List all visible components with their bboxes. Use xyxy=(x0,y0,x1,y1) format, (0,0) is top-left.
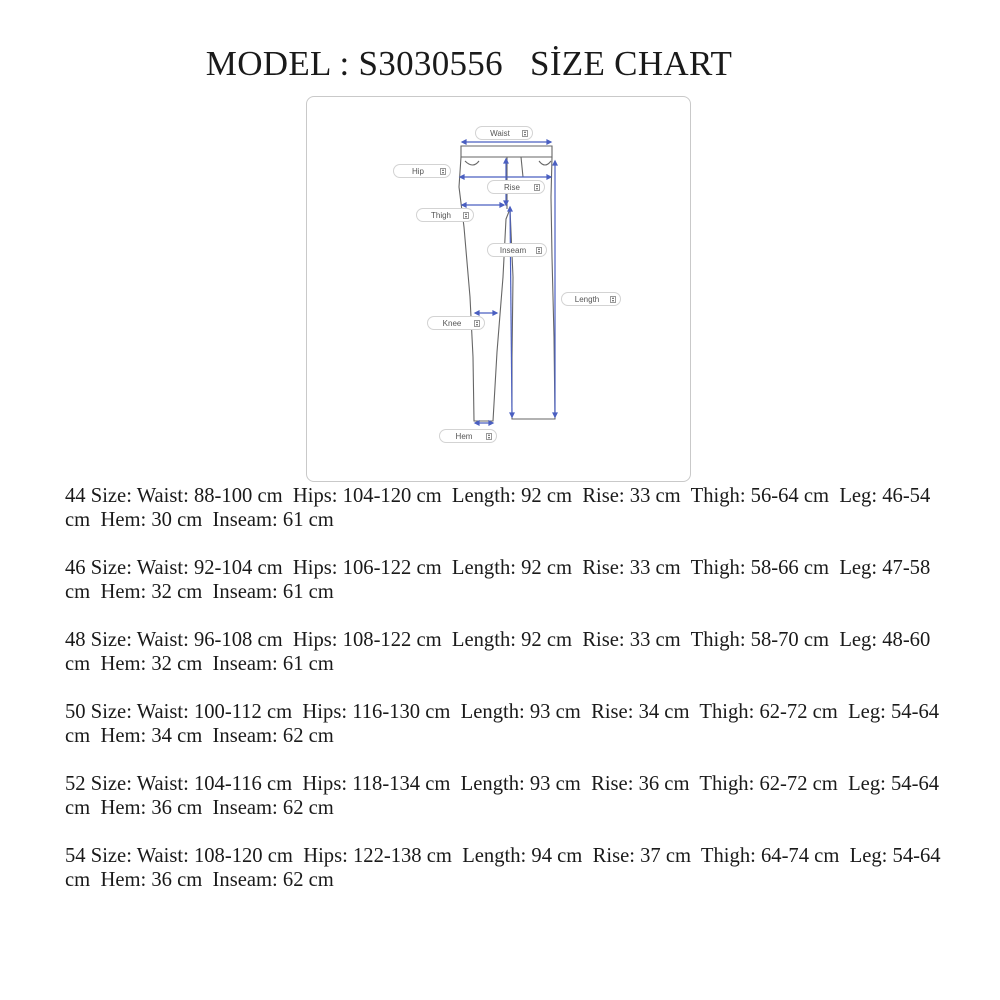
size-row-52: 52 Size: Waist: 104-116 cm Hips: 118-134 cm Length: 93 cm Rise: 36 cm Thigh: 62-72 cm Leg: 54-64 cm Hem: 36 cm Inseam: 62 cm xyxy=(65,773,945,819)
spinner-icon[interactable] xyxy=(440,168,446,175)
spinner-icon[interactable] xyxy=(474,320,480,327)
size-row-50: 50 Size: Waist: 100-112 cm Hips: 116-130 cm Length: 93 cm Rise: 34 cm Thigh: 62-72 cm Leg: 54-64 cm Hem: 34 cm Inseam: 62 cm xyxy=(65,701,945,747)
spinner-icon[interactable] xyxy=(463,212,469,219)
length-label[interactable]: Length xyxy=(561,292,621,306)
spinner-icon[interactable] xyxy=(610,296,616,303)
waist-label[interactable]: Waist xyxy=(475,126,533,140)
hip-label[interactable]: Hip xyxy=(393,164,451,178)
size-row-46: 46 Size: Waist: 92-104 cm Hips: 106-122 cm Length: 92 cm Rise: 33 cm Thigh: 58-66 cm Leg: 47-58 cm Hem: 32 cm Inseam: 61 cm xyxy=(65,557,936,603)
size-row-54: 54 Size: Waist: 108-120 cm Hips: 122-138 cm Length: 94 cm Rise: 37 cm Thigh: 64-74 cm Leg: 54-64 cm Hem: 36 cm Inseam: 62 cm xyxy=(65,845,946,891)
thigh-label[interactable]: Thigh xyxy=(416,208,474,222)
size-list xyxy=(65,484,945,916)
rise-label[interactable]: Rise xyxy=(487,180,545,194)
spinner-icon[interactable] xyxy=(536,247,542,254)
spinner-icon[interactable] xyxy=(534,184,540,191)
knee-label[interactable]: Knee xyxy=(427,316,485,330)
inseam-label[interactable]: Inseam xyxy=(487,243,547,257)
spinner-icon[interactable] xyxy=(522,130,528,137)
hem-label[interactable]: Hem xyxy=(439,429,497,443)
size-row-44: 44 Size: Waist: 88-100 cm Hips: 104-120 cm Length: 92 cm Rise: 33 cm Thigh: 56-64 cm Leg: 46-54 cm Hem: 30 cm Inseam: 61 cm xyxy=(65,485,936,531)
spinner-icon[interactable] xyxy=(486,433,492,440)
trouser-illustration xyxy=(307,97,692,483)
size-row-48: 48 Size: Waist: 96-108 cm Hips: 108-122 cm Length: 92 cm Rise: 33 cm Thigh: 58-70 cm Leg: 48-60 cm Hem: 32 cm Inseam: 61 cm xyxy=(65,629,936,675)
trouser-measurement-diagram xyxy=(306,96,691,482)
page-title: MODEL : S3030556 SİZE CHART xyxy=(205,44,733,83)
